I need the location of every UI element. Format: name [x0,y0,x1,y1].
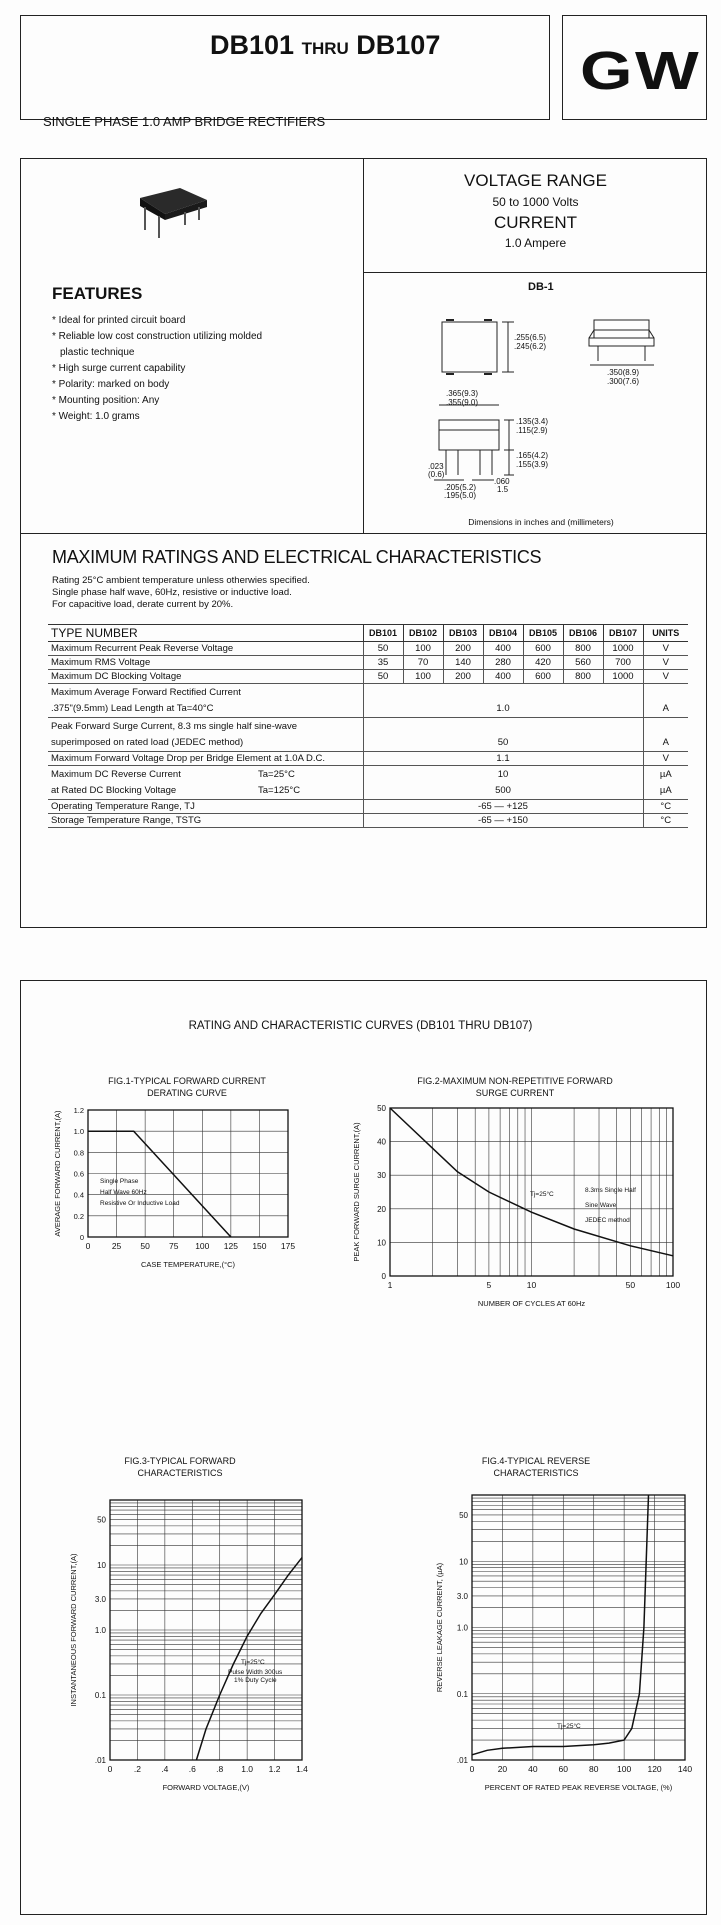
y-tick-label: 1.0 [94,1626,106,1635]
chart-annotation: Tj=25°C [557,1723,581,1730]
x-tick-label: 140 [677,1764,693,1774]
value-cell: 200 [443,670,483,684]
x-tick-label: 0 [469,1764,475,1774]
value-cell: 10 [363,766,643,783]
x-tick-label: .8 [216,1764,224,1774]
chart-annotation: 1% Duty Cycle [234,1677,277,1684]
y-tick-label: 0.1 [456,1689,468,1699]
value-cell: 200 [443,642,483,656]
x-tick-label: 50 [140,1241,150,1251]
x-tick-label: 1.4 [296,1764,308,1774]
voltage-range-value: 50 to 1000 Volts [492,195,579,209]
feature-item: * Ideal for printed circuit board [52,315,186,326]
y-tick-label: 0.6 [73,1169,84,1179]
param-cell: Maximum Recurrent Peak Reverse Voltage [48,642,363,656]
unit-cell: °C [643,800,688,814]
x-tick-label: 150 [252,1241,267,1251]
title-thru: THRU [301,39,349,58]
y-tick-label: 0.4 [73,1190,84,1200]
x-tick-label: 1.0 [241,1764,254,1774]
value-cell: 140 [443,656,483,670]
x-tick-label: 10 [526,1280,537,1290]
value-cell: 70 [403,656,443,670]
ratings-table [48,624,688,828]
x-tick-label: 1 [387,1280,393,1290]
chart-title: FIG.3-TYPICAL FORWARD [124,1456,236,1466]
value-cell: 420 [523,656,563,670]
chart-annotation: Tj=25°C [241,1659,265,1666]
y-tick-label: .01 [94,1756,106,1765]
title-part-a: DB101 [210,30,295,60]
feature-item: plastic technique [60,347,135,358]
unit-cell: °C [643,814,688,828]
title-part-b: DB107 [356,30,441,60]
chart-fig1 [40,1070,330,1300]
x-tick-label: 60 [558,1764,569,1774]
dim-label: .115(2.9) [516,426,548,435]
page-subtitle: SINGLE PHASE 1.0 AMP BRIDGE RECTIFIERS [43,114,326,129]
unit-cell: V [643,752,688,766]
dim-label: .365(9.3) [446,389,479,398]
value-cell: 600 [523,670,563,684]
chart-fig2 [345,1070,690,1320]
value-cell: 1.0 [363,701,643,718]
param-cell: .375"(9.5mm) Lead Length at Ta=40°C [48,701,363,718]
chart-fig4 [400,1450,705,1800]
x-tick-label: .4 [161,1764,169,1774]
param-cell: Peak Forward Surge Current, 8.3 ms single half sine-wave [48,718,363,735]
note-line: Rating 25°C ambient temperature unless otherwies specified. [52,575,310,586]
dim-label: .205(5.2) [444,483,477,492]
page-title [210,30,440,61]
data-line [472,1495,649,1755]
param-cell [48,766,363,783]
column-header: DB103 [443,625,483,642]
note-line: Single phase half wave, 60Hz, resistive or inductive load. [52,587,292,598]
package-name: DB-1 [528,281,554,293]
dim-label: 1.5 [497,485,509,494]
x-tick-label: 80 [588,1764,599,1774]
y-tick-label: 50 [377,1104,386,1113]
y-tick-label: 30 [377,1171,386,1181]
x-axis-label: FORWARD VOLTAGE,(V) [162,1783,250,1792]
column-header: TYPE NUMBER [48,625,363,642]
value-cell: 50 [363,735,643,752]
param-cell: Maximum Forward Voltage Drop per Bridge Element at 1.0A D.C. [48,752,363,766]
ratings-notes [52,575,310,611]
dim-label: .355(9.0) [446,398,479,407]
column-header: UNITS [643,625,688,642]
x-tick-label: 75 [168,1241,179,1251]
x-tick-label: 175 [280,1241,296,1251]
y-axis-label: REVERSE LEAKAGE CURRENT, (µA) [435,1562,444,1693]
y-tick-label: 3.0 [94,1594,106,1604]
x-tick-label: 40 [528,1764,538,1774]
param-cell [48,783,363,800]
unit-cell: V [643,656,688,670]
x-tick-label: 120 [647,1764,662,1774]
x-tick-label: 50 [625,1280,636,1290]
param-cell: Maximum Average Forward Rectified Current [48,684,363,701]
dim-label: .300(7.6) [607,377,640,386]
x-tick-label: 20 [497,1764,508,1774]
voltage-range-label: VOLTAGE RANGE [464,171,607,190]
column-header: DB106 [563,625,603,642]
y-tick-label: 20 [377,1204,386,1214]
value-cell: 400 [483,670,523,684]
dim-label: .165(4.2) [516,451,549,460]
value-cell: 50 [363,642,403,656]
table-row [48,656,688,670]
table-row [48,670,688,684]
param-text: Maximum DC Reverse Current [51,768,181,780]
chart-annotation: Single Phase [100,1178,139,1185]
current-label: CURRENT [493,213,578,232]
y-axis-label: AVERAGE FORWARD CURRENT,(A) [53,1110,62,1237]
value-cell: 400 [483,642,523,656]
chart-annotation: Resistive Or Inductive Load [100,1200,180,1207]
value-cell: 500 [363,783,643,800]
param-cell: Maximum RMS Voltage [48,656,363,670]
chart-title: FIG.4-TYPICAL REVERSE [481,1456,591,1466]
brand-logo: GW [580,41,702,101]
x-tick-label: 5 [486,1280,492,1290]
feature-item: * Polarity: marked on body [52,379,170,390]
dim-label: .135(3.4) [516,417,549,426]
component-image [135,180,215,240]
table-row [48,752,688,766]
value-cell: 50 [363,670,403,684]
condition-text: Ta=25°C [258,768,295,780]
feature-item: * High surge current capability [52,363,186,374]
y-tick-label: 0.2 [73,1211,84,1221]
dim-label: .350(8.9) [607,368,640,377]
curves-title: RATING AND CHARACTERISTIC CURVES (DB101 THRU DB107) [188,1020,533,1032]
y-tick-label: .01 [456,1756,468,1765]
dim-label: .195(5.0) [444,491,477,500]
column-header: DB102 [403,625,443,642]
value-cell: 100 [403,642,443,656]
features-list [52,313,262,425]
chart-annotation: Tj=25°C [530,1191,554,1198]
x-tick-label: 125 [223,1241,238,1251]
table-row [48,783,688,800]
y-tick-label: 10 [459,1557,468,1567]
features-heading: FEATURES [52,284,143,303]
dim-label: .155(3.9) [516,460,549,469]
chart-title: CHARACTERISTICS [493,1468,579,1478]
current-value: 1.0 Ampere [504,236,567,250]
value-cell: -65 — +150 [363,814,643,828]
chart-annotation: Pulse Width 300us [228,1669,283,1676]
value-cell: 600 [523,642,563,656]
param-cell: Storage Temperature Range, TSTG [48,814,363,828]
unit-cell: µA [643,783,688,800]
chart-title: FIG.2-MAXIMUM NON-REPETITIVE FORWARD [417,1076,613,1086]
dim-label: .060 [494,477,510,486]
chart-title: SURGE CURRENT [475,1088,555,1098]
y-tick-label: 50 [97,1515,106,1525]
y-axis-label: PEAK FORWARD SURGE CURRENT,(A) [352,1122,361,1262]
chart-title: DERATING CURVE [147,1088,227,1098]
y-tick-label: 1.0 [73,1127,84,1137]
x-tick-label: 100 [665,1280,681,1290]
column-header: DB105 [523,625,563,642]
param-cell: Maximum DC Blocking Voltage [48,670,363,684]
y-tick-label: 1.0 [456,1623,468,1633]
feature-item: * Reliable low cost construction utilizing molded [52,331,263,342]
y-tick-label: 50 [459,1510,468,1520]
y-tick-label: 40 [377,1137,386,1147]
package-drawing [364,295,706,525]
feature-item: * Mounting position: Any [52,395,160,406]
table-row [48,718,688,735]
value-cell: 1000 [603,642,643,656]
y-tick-label: 3.0 [456,1591,468,1601]
value-cell: 280 [483,656,523,670]
unit-cell: µA [659,768,672,780]
value-cell: 800 [563,670,603,684]
y-tick-label: 1.2 [73,1106,84,1115]
x-axis-label: CASE TEMPERATURE,(°C) [141,1260,235,1269]
chart-annotation: Sine Wave [585,1202,617,1209]
table-row [48,642,688,656]
y-axis-label: INSTANTANEOUS FORWARD CURRENT,(A) [69,1553,78,1707]
param-cell: superimposed on rated load (JEDEC method) [48,735,363,752]
chart-title: CHARACTERISTICS [137,1468,223,1478]
column-header: DB107 [603,625,643,642]
y-tick-label: 0 [79,1233,84,1242]
value-cell: 35 [363,656,403,670]
chart-annotation: JEDEC method [585,1217,630,1224]
y-tick-label: 10 [377,1238,386,1248]
value-cell: -65 — +125 [363,800,643,814]
y-tick-label: 0.8 [73,1148,84,1158]
divider-h-features [20,533,707,534]
table-row [48,684,688,701]
x-axis-label: NUMBER OF CYCLES AT 60Hz [477,1299,586,1308]
unit-cell: V [643,670,688,684]
range-block [364,170,707,252]
chart-title: FIG.1-TYPICAL FORWARD CURRENT [108,1076,266,1086]
y-tick-label: 0.1 [94,1691,106,1700]
unit-cell: A [643,701,688,718]
x-tick-label: 0 [85,1241,91,1251]
dim-label: .255(6.5) [514,333,547,342]
column-header: DB104 [483,625,523,642]
value-cell: 1000 [603,670,643,684]
feature-item: * Weight: 1.0 grams [52,411,140,422]
note-line: For capacitive load, derate current by 20%. [52,599,234,610]
condition-text: Ta=125°C [258,785,301,797]
value-cell: 100 [403,670,443,684]
chart-annotation: 8.3ms Single Half [585,1187,636,1194]
table-row [48,735,688,752]
param-text: at Rated DC Blocking Voltage [51,785,177,797]
x-axis-label: PERCENT OF RATED PEAK REVERSE VOLTAGE, (%) [484,1783,673,1792]
table-header-row [48,625,688,642]
divider-h-range [363,272,707,273]
value-cell: 1.1 [363,752,643,766]
value-cell: 700 [603,656,643,670]
param-cell: Operating Temperature Range, TJ [48,800,363,814]
x-tick-label: 25 [111,1241,122,1251]
chart-fig3 [40,1450,330,1800]
x-tick-label: .2 [133,1764,141,1774]
table-row [48,800,688,814]
unit-cell: V [643,642,688,656]
table-row [48,701,688,718]
unit-cell: A [643,735,688,752]
y-tick-label: 10 [97,1561,106,1570]
x-tick-label: .6 [188,1764,196,1774]
dim-label: .245(6.2) [514,342,547,351]
ratings-heading: MAXIMUM RATINGS AND ELECTRICAL CHARACTERISTICS [52,547,542,567]
value-cell: 800 [563,642,603,656]
dim-label: .023 [428,462,444,471]
dim-label: (0.6) [428,470,445,479]
value-cell: 560 [563,656,603,670]
x-tick-label: 1.2 [268,1764,281,1774]
chart-annotation: Half Wave 60Hz [100,1189,147,1196]
y-tick-label: 0 [381,1272,386,1281]
package-caption: Dimensions in inches and (millimeters) [468,517,614,527]
x-tick-label: 0 [107,1764,113,1774]
x-tick-label: 100 [617,1764,632,1774]
table-row [48,766,688,783]
column-header: DB101 [363,625,403,642]
table-row [48,814,688,828]
x-tick-label: 100 [195,1241,210,1251]
